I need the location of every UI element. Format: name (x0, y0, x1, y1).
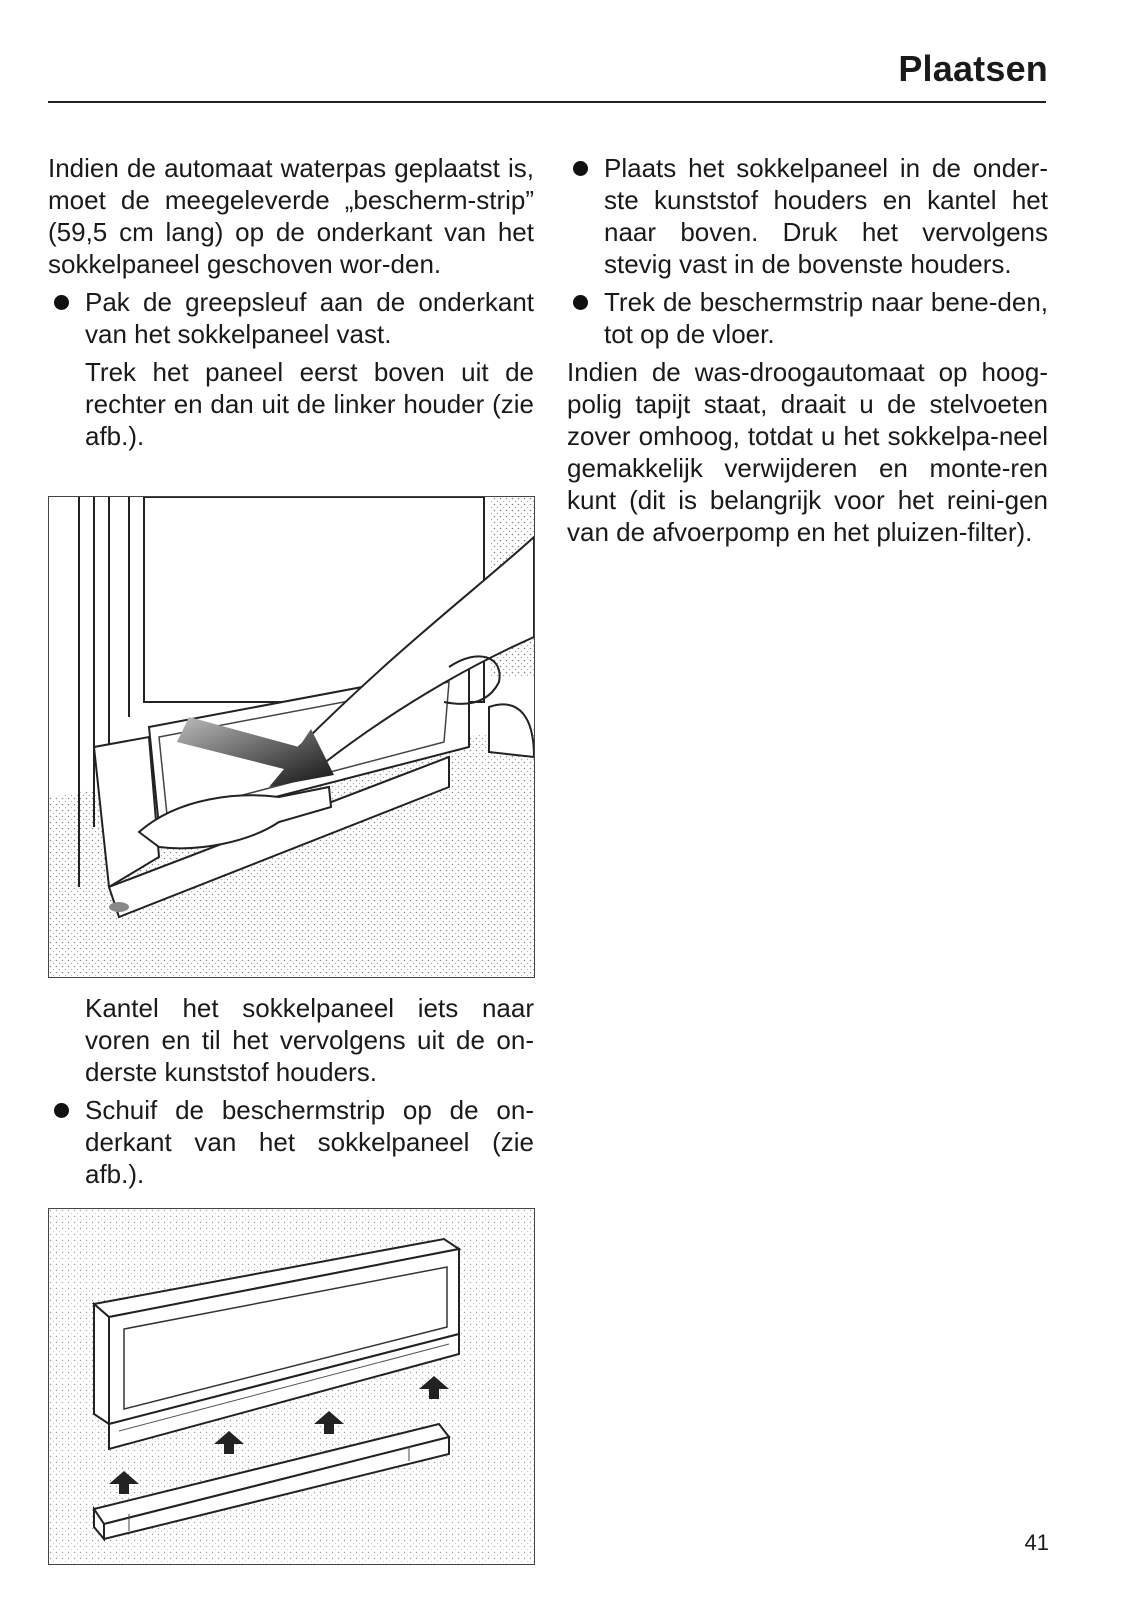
bullet-text: Plaats het sokkelpaneel in de onder-ste kunststof houders en kantel het naar boven. Druk het vervolgens stevig vast in de bovenste houders. (604, 153, 1048, 279)
bullet-continuation: Trek het paneel eerst boven uit de rechter en dan uit de linker houder (zie afb.). (85, 357, 534, 451)
bullet-dot-icon (573, 295, 588, 310)
header-rule (48, 101, 1046, 103)
bullet-text: Pak de greepsleuf aan de onderkant van het sokkelpaneel vast. (85, 287, 534, 349)
bullet-text: Trek de beschermstrip naar bene-den, tot op de vloer. (604, 287, 1048, 349)
bullet-text: Schuif de beschermstrip op de on-derkant van het sokkelpaneel (zie afb.). (85, 1095, 534, 1189)
section-title: Plaatsen (898, 48, 1048, 89)
bullet-dot-icon (54, 295, 69, 310)
intro-paragraph: Indien de automaat waterpas geplaatst is, moet de meegeleverde „bescherm-strip” (59,5 cm lang) op de onderkant van het sokkelpaneel geschoven wor-den. (48, 153, 534, 279)
left-column-top (48, 152, 534, 458)
remove-panel-drawing (49, 497, 534, 977)
left-column-bottom (48, 992, 534, 1196)
illustration-remove-panel (48, 496, 535, 978)
slide-strip-drawing (49, 1209, 534, 1564)
bullet-item (48, 1094, 534, 1190)
tilt-paragraph: Kantel het sokkelpaneel iets naar voren en til het vervolgens uit de on-derste kunststof houders. (85, 993, 534, 1087)
bullet-item (567, 152, 1048, 280)
bullet-item (567, 286, 1048, 350)
page-number: 41 (1024, 1530, 1049, 1555)
right-column (567, 152, 1048, 554)
bullet-dot-icon (54, 1103, 69, 1118)
illustration-slide-strip (48, 1208, 535, 1565)
bullet-dot-icon (573, 161, 588, 176)
bullet-item (48, 286, 534, 350)
carpet-paragraph: Indien de was-droogautomaat op hoog-polig tapijt staat, draait u de stelvoeten zover omhoog, totdat u het sokkelpa-neel gemakkelijk verwijderen en monte-ren kunt (dit is belangrijk voor het reini-gen van de afvoerpomp en het pluizen-filter). (567, 357, 1048, 547)
